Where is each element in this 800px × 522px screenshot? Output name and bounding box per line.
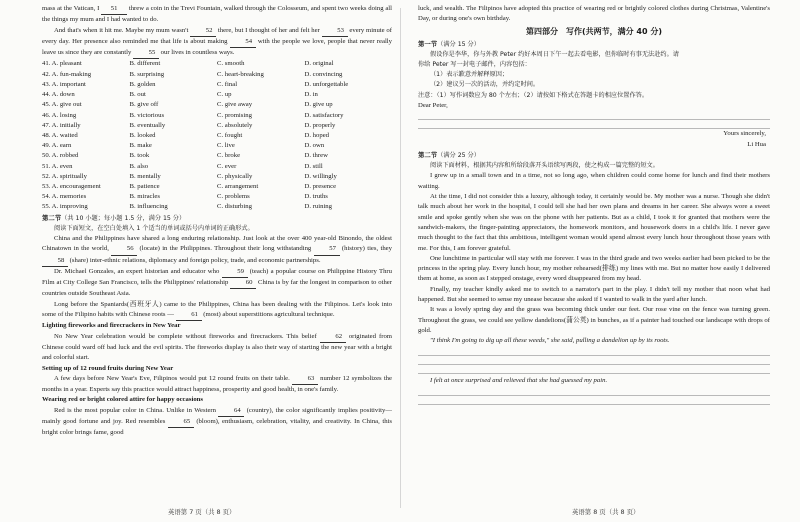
blank-57: 57	[314, 244, 340, 255]
option-cell: D. give up	[304, 101, 333, 109]
option-row	[42, 59, 392, 69]
option-row	[42, 80, 392, 90]
blank-60: 60	[230, 278, 256, 289]
option-cell: D. unforgettable	[304, 80, 349, 88]
answer-line	[418, 386, 770, 395]
part-4-title: 第四部分 写作(共两节，满分 40 分)	[525, 26, 662, 36]
blank-56: 56	[111, 244, 137, 255]
option-cell: C. heart-breaking	[217, 70, 264, 78]
writing-section-2-instruction: 阅读下面材料，根据其内容和所给段落开头语续写两段，使之构成一篇完整的短文。	[430, 162, 659, 170]
blank-53: 53	[322, 26, 348, 37]
blank-59: 59	[222, 267, 248, 278]
grammar-passage-end: luck, and wealth. The Filipinos have adopted this practice of wearing red or brightly colored clothes during Christmas, Valentine's Day, or during one's own birthday.	[418, 5, 770, 23]
blank-54: 54	[230, 37, 256, 48]
option-row	[42, 90, 392, 100]
grammar-paragraph-4: No New Year celebration would be complete without fireworks and firecrackers. This belief 62 originated from Chinese could ward off bad luck and the evil spirits. The fireworks display is also their way of starting the new year with a bright and colorful start.	[42, 332, 392, 362]
option-cell: 41. A. pleasant	[42, 60, 82, 68]
option-cell: B. eventually	[129, 121, 166, 129]
option-cell: D. satisfactory	[304, 111, 344, 119]
option-cell: C. physically	[217, 172, 253, 180]
grammar-paragraph-5: A few days before New Year's Eve, Filipinos would put 12 round fruits on their table. 63 number 12 symbolizes the months in a year. Experts say this practice would attract happiness, prosperity and good health, in one's family.	[42, 374, 392, 394]
option-cell: C. absolutely	[217, 121, 253, 129]
option-cell: D. convincing	[304, 70, 343, 78]
task-line: 你给 Peter 写一封电子邮件，内容包括：	[418, 61, 531, 68]
option-cell: 45. A. give out	[42, 101, 82, 109]
option-cell: C. final	[217, 80, 238, 88]
story-paragraph: One lunchtime in particular will stay with me forever. I was in the third grade and two weeks earlier had been picked to be the princess in the spring play. Every lunch hour, my mother rehearsed(排练) my lines with me. But no matter how easily I delivered them at home, as soon as I stepped onstage, every word disappeared from my head.	[418, 254, 770, 283]
option-cell: 46. A. losing	[42, 111, 77, 119]
option-cell: D. in	[304, 91, 318, 99]
blank-58: 58	[42, 256, 68, 267]
blank-62: 62	[320, 332, 346, 343]
subheading-red-attire: Wearing red or bright colored attire for happy occasions	[42, 396, 203, 404]
option-row	[42, 182, 392, 192]
option-cell: 47. A. initially	[42, 121, 81, 129]
option-cell: D. truths	[304, 193, 328, 201]
option-cell: B. mentally	[129, 172, 161, 180]
option-row	[42, 141, 392, 151]
option-row	[42, 100, 392, 110]
option-cell: 50. A. robbed	[42, 152, 79, 160]
cloze-options-table	[42, 59, 392, 212]
blank-61: 61	[176, 310, 202, 321]
page-8	[418, 0, 770, 522]
option-cell: 52. A. spiritually	[42, 172, 87, 180]
page-divider	[400, 8, 401, 508]
letter-signature: Li Hua	[747, 140, 766, 148]
section-2-instruction: 阅读下面短文，在空白处填入 1 个适当的单词或括号内单词的正确形式。	[54, 224, 254, 232]
option-cell: 44. A. down	[42, 91, 75, 99]
option-row	[42, 111, 392, 121]
story-paragraph: At the time, I did not consider this a luxury, although today, it certainly would be. My mother was a nurse. Though she didn't talk much about her work in the hospital, I could tell she had her own plans and dreams in her career. She always wore a sweet smile and spoke gently when she was on the phone with her patients. But as a child, I took it for granted that mothers were the sandwich-makers, the finger-painting appreciators, the homework monitors, and housework doers in a child's life. I never gave much thought to the fact that this ambitious, intelligent woman would spend almost every lunch hour throughout those years with me. For this, I am forever grateful.	[418, 193, 770, 252]
option-cell: 55. A. improving	[42, 203, 88, 211]
option-row	[42, 202, 392, 212]
blank-52: 52	[190, 26, 216, 37]
page-7-footer: 英语第 7 页（共 8 页）	[168, 508, 236, 516]
option-row	[42, 162, 392, 172]
option-row	[42, 192, 392, 202]
option-cell: D. own	[304, 142, 325, 150]
option-row	[42, 131, 392, 141]
option-cell: C. ever	[217, 162, 237, 170]
answer-line	[418, 356, 770, 365]
option-cell: B. golden	[129, 80, 156, 88]
answer-line	[418, 396, 770, 405]
writing-line	[418, 111, 770, 120]
option-cell: C. broke	[217, 152, 241, 160]
task-line: 注意：（1）写作词数应为 80 个左右；（2）请按如下格式在答题卡的相应位置作答。	[418, 91, 649, 99]
writing-section-2-header: 第二节（满分 25 分）	[418, 151, 480, 160]
subheading-fireworks: Lighting fireworks and firecrackers in New Year	[42, 322, 181, 330]
option-cell: D. willingly	[304, 172, 337, 180]
subheading-fruits: Setting up of 12 round fruits during New Year	[42, 364, 174, 372]
option-cell: 54. A. memories	[42, 193, 87, 201]
option-cell: B. looked	[129, 131, 156, 139]
option-row	[42, 121, 392, 131]
option-cell: 49. A. earn	[42, 142, 72, 150]
blank-51: 51	[101, 4, 127, 15]
answer-line	[418, 347, 770, 356]
story-paragraph: Finally, my teacher kindly asked me to switch to a narrator's part in the play. I didn't tell my mother that noon what had happened. But she seemed to sense my unease because she asked if I wanted to walk in the yard after lunch.	[418, 285, 770, 304]
page-8-footer: 英语第 8 页（共 8 页）	[572, 508, 640, 516]
option-cell: B. miracles	[129, 193, 160, 201]
cloze-passage-end: mass at the Vatican, I 51 threw a coin in the Trevi Fountain, walked through the Colosseum, and spent two weeks doing all the things my mum and I had wanted to do.	[42, 5, 392, 24]
story-paragraph: I grew up in a small town and in a time, not so long ago, when children could come home for lunch and find their mothers waiting.	[418, 172, 770, 190]
grammar-paragraph-3: Long before the Spaniards(西班牙人) came to the Philippines, China has been dealing with the Filipinos. Let's look into some of the Filipino habits with Chinese roots — 61 (most) about superstitions agricultural technique.	[42, 300, 392, 322]
writing-section-1-header: 第一节（满分 15 分）	[418, 39, 480, 48]
task-line: （1）表示歉意并解释原因；	[430, 71, 509, 79]
option-cell: 48. A. waited	[42, 131, 78, 139]
option-cell: D. still	[304, 162, 323, 170]
blank-65: 65	[168, 417, 194, 428]
option-cell: D. ruining	[304, 203, 332, 211]
grammar-paragraph-6: Red is the most popular color in China. Unlike in Western 64 (country), the color significantly implies positivity—mainly good fortune and joy. Red resembles 65 (bloom), enthusiasm, celebration, vitality, and creativity. In China, this bright color brings fame, good	[42, 406, 392, 437]
option-cell: C. arrangement	[217, 182, 259, 190]
blank-63: 63	[292, 374, 318, 385]
writing-line	[418, 120, 770, 129]
blank-55: 55	[133, 48, 159, 59]
option-row	[42, 172, 392, 182]
grammar-paragraph-1: China and the Philippines have shared a long enduring relationship. Just look at the over 400 year-old Binondo, the oldest Chinatown in the world, 56 (locate) in the Philippines. Throughout their long withstanding 57 (history) ties, they 58 (share) inter-ethnic relations, diplomacy and foreign policy, trade, and economic partnerships.	[42, 234, 392, 267]
option-row	[42, 70, 392, 80]
option-cell: D. properly	[304, 121, 336, 129]
option-cell: B. patience	[129, 182, 160, 190]
option-cell: C. smooth	[217, 60, 245, 68]
continuation-prompt-1: "I think I'm going to dig up all these weeds," she said, pulling a dandelion up by its roots.	[430, 337, 670, 345]
page-7	[42, 0, 392, 522]
option-cell: C. live	[217, 142, 235, 150]
answer-line	[418, 365, 770, 374]
option-cell: 53. A. encouragement	[42, 182, 101, 190]
cloze-paragraph-final: And that's when it hit me. Maybe my mum wasn't 52 there, but I thought of her and felt her 53 every minute of every day. Her presence also reminded me that life is about making 54 with the people we love, people that never really leave us since they are constantly 55 our lives in countless ways.	[42, 26, 392, 60]
option-row	[42, 151, 392, 161]
option-cell: 42. A. fun-making	[42, 70, 92, 78]
option-cell: D. presence	[304, 182, 337, 190]
option-cell: B. different	[129, 60, 161, 68]
option-cell: B. also	[129, 162, 149, 170]
option-cell: B. give off	[129, 101, 159, 109]
option-cell: C. up	[217, 91, 232, 99]
writing-task-1-prompt	[418, 50, 770, 101]
blank-64: 64	[218, 406, 244, 417]
option-cell: 51. A. even	[42, 162, 73, 170]
option-cell: B. make	[129, 142, 152, 150]
task-line: （2）建议另一次的活动，并约定时间。	[430, 81, 540, 89]
option-cell: D. hoped	[304, 131, 330, 139]
option-cell: D. original	[304, 60, 334, 68]
option-cell: C. give away	[217, 101, 253, 109]
option-cell: 43. A. important	[42, 80, 86, 88]
option-cell: C. fought	[217, 131, 243, 139]
option-cell: C. disturbing	[217, 203, 252, 211]
option-cell: C. promising	[217, 111, 252, 119]
grammar-paragraph-2: Dr. Michael Gonzales, an expert historian and educator who 59 (teach) a popular course on Philippine History Thru Film at City College San Francisco, tells the Philippines' relationship 60 China is by far the longest in comparison to other countries outside Southeast Asia.	[42, 267, 392, 298]
option-cell: B. took	[129, 152, 150, 160]
task-line: 假设你是李华，你与外教 Peter 约好本周日下午一起去看电影，但你临时有事无法赴约。请	[430, 50, 679, 58]
story-paragraph: It was a lovely spring day and the grass was becoming thick under our feet. Our rose vine on the fence was turning green. Throughout the grass, we could see yellow dandelions(蒲公英) in bunches, as if a painter had touched our landscape with drops of gold.	[418, 306, 770, 334]
section-2-header: 第二节（共 10 小题；每小题 1.5 分，满分 15 分）	[42, 213, 186, 222]
option-cell: B. out	[129, 91, 146, 99]
option-cell: B. victorious	[129, 111, 165, 119]
letter-closing: Yours sincerely,	[723, 130, 766, 138]
letter-greeting: Dear Peter,	[418, 101, 448, 109]
option-cell: C. problems	[217, 193, 250, 201]
option-cell: B. surprising	[129, 70, 165, 78]
continuation-prompt-2: I felt at once surprised and relieved that she had guessed my pain.	[430, 377, 608, 385]
option-cell: B. influencing	[129, 203, 168, 211]
option-cell: D. threw	[304, 152, 328, 160]
